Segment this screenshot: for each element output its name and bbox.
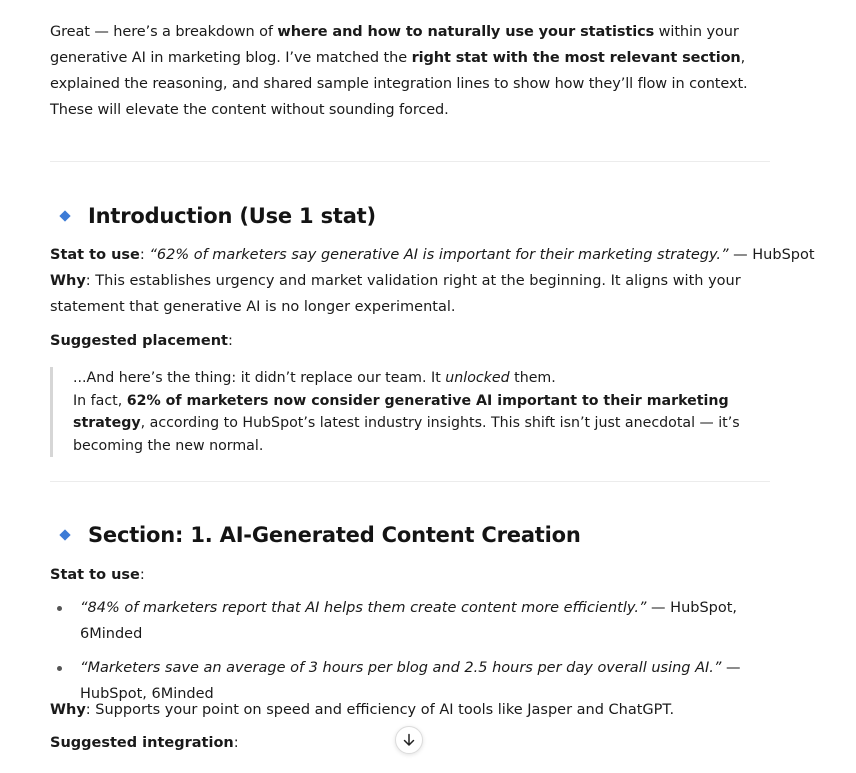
quote-emphasis: unlocked <box>445 370 510 386</box>
stat-label-line <box>50 562 775 588</box>
placement-colon: : <box>227 333 233 349</box>
section-heading-introduction <box>50 201 376 231</box>
stat-quote: “Marketers save an average of 3 hours per blog and 2.5 hours per day overall using AI.” <box>80 660 722 676</box>
intro-emphasis: right stat with the most relevant section <box>411 50 741 66</box>
why-text: : This establishes urgency and market validation right at the beginning. It aligns with your statement that generative AI is no longer experimental. <box>50 273 741 315</box>
stat-quote: “62% of marketers say generative AI is important for their marketing strategy.” <box>149 247 729 263</box>
placement-label-line <box>50 328 775 354</box>
stat-label: Stat to use <box>50 567 140 583</box>
intro-emphasis: where and how to naturally use your statistics <box>277 24 655 40</box>
quote-text: In fact, <box>73 392 127 409</box>
section-heading-text: Introduction (Use 1 stat) <box>88 204 376 228</box>
quote-bold: 62% of marketers now consider generative AI important to their marketing strategy <box>73 392 729 431</box>
intro-paragraph <box>50 19 775 123</box>
quote-text: them. <box>509 370 556 386</box>
quote-line <box>73 367 775 390</box>
scroll-to-bottom-button[interactable] <box>395 726 423 754</box>
stat-quote: “84% of marketers report that AI helps them create content more efficiently.” <box>80 600 647 616</box>
stat-source: — HubSpot, 6Minded <box>80 600 738 642</box>
bullet-icon <box>57 666 62 671</box>
section-divider <box>50 481 770 482</box>
intro-text: , explained the reasoning, and shared sample integration lines to show how they’ll flow in context. These will elevate the content without sounding forced. <box>50 50 748 118</box>
stat-colon: : <box>139 247 150 263</box>
stat-line <box>50 242 815 268</box>
stat-source: — HubSpot, 6Minded <box>80 660 741 702</box>
integration-label: Suggested integration <box>50 735 234 751</box>
why-paragraph <box>50 697 775 723</box>
intro-text: within your generative AI in marketing blog. I’ve matched the <box>50 24 739 66</box>
quote-text: , according to HubSpot’s latest industry insights. This shift isn’t just anecdotal — it’s becoming the new normal. <box>73 415 740 454</box>
why-paragraph <box>50 268 775 320</box>
why-text: : Supports your point on speed and efficiency of AI tools like Jasper and ChatGPT. <box>85 702 675 718</box>
section-heading-content-creation <box>50 520 581 550</box>
intro-text: Great — here’s a breakdown of <box>50 24 278 40</box>
quote-line <box>73 390 775 458</box>
stat-label: Stat to use <box>50 247 140 263</box>
why-label: Why <box>50 273 86 289</box>
section-heading-text: Section: 1. AI-Generated Content Creation <box>88 523 581 547</box>
arrow-down-icon <box>402 733 416 747</box>
diamond-icon <box>59 210 70 221</box>
diamond-icon <box>59 529 70 540</box>
why-label: Why <box>50 702 86 718</box>
quote-text: ...And here’s the thing: it didn’t replace our team. It <box>73 370 446 386</box>
integration-colon: : <box>233 735 239 751</box>
stat-colon: : <box>139 567 145 583</box>
bullet-icon <box>57 606 62 611</box>
placement-label: Suggested placement <box>50 333 228 349</box>
list-item <box>50 595 775 647</box>
sample-quote <box>50 367 775 457</box>
stat-source: — HubSpot <box>728 247 815 263</box>
section-divider <box>50 161 770 162</box>
